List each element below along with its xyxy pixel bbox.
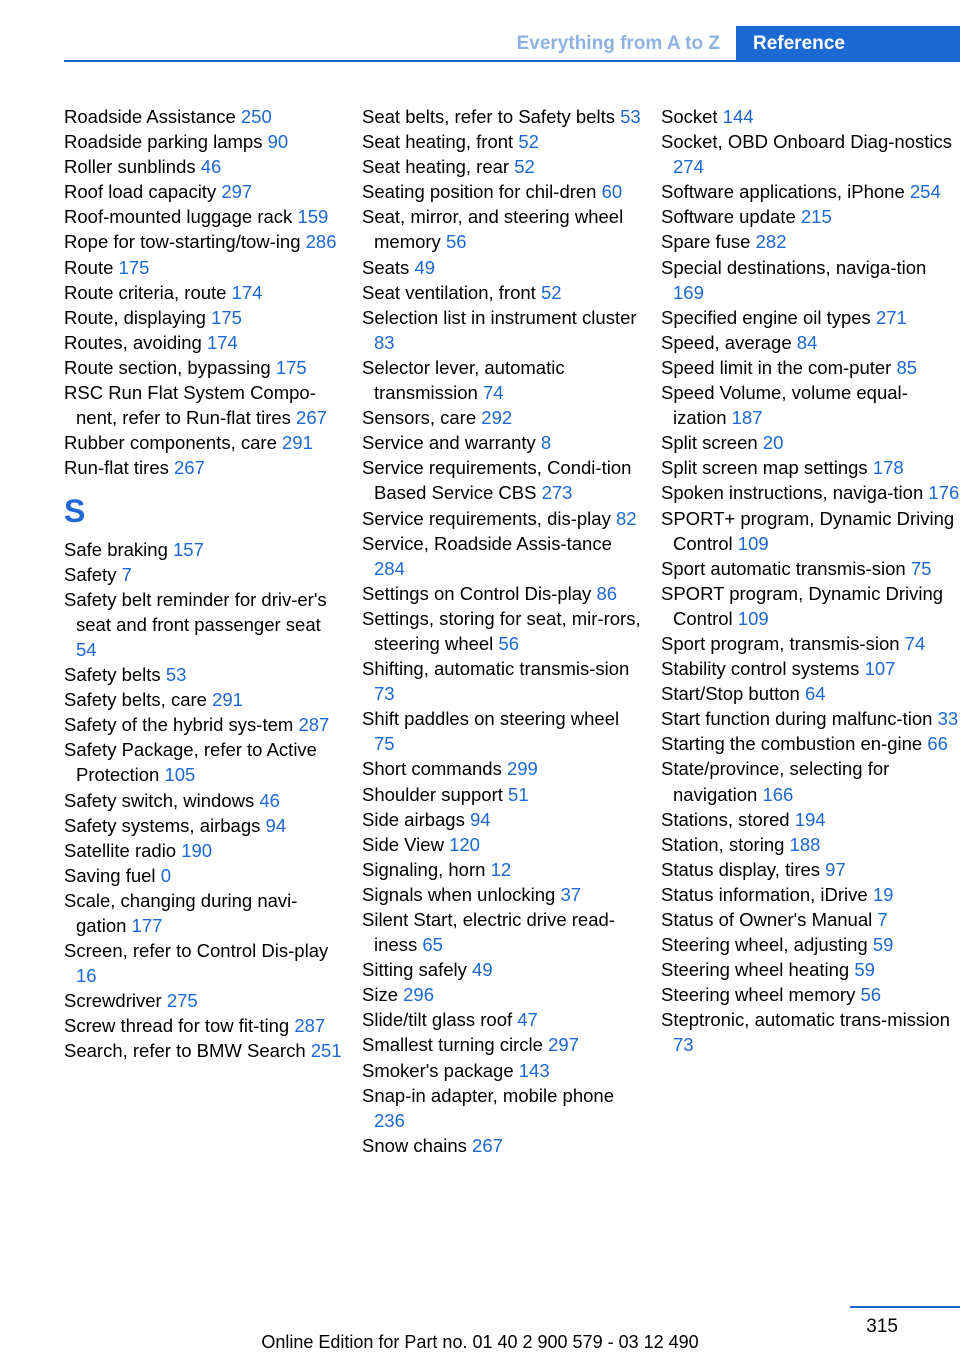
index-entry-term: RSC Run Flat System Compo-nent, refer to Run-flat tires	[64, 382, 316, 429]
index-entry	[661, 857, 960, 882]
index-entry	[362, 1007, 642, 1032]
index-page-link[interactable]: 174	[231, 281, 263, 303]
index-entry-term: Steering wheel memory	[661, 984, 856, 1006]
index-page-link[interactable]: 0	[160, 864, 171, 886]
index-entry-term: Route, displaying	[64, 306, 206, 328]
index-entry-term: Side View	[362, 833, 444, 855]
index-page-link[interactable]: 251	[310, 1040, 342, 1062]
index-entry	[661, 229, 960, 254]
index-page-link[interactable]: 49	[472, 959, 493, 981]
index-page-link[interactable]: 94	[469, 808, 491, 830]
index-entry	[661, 455, 960, 480]
index-entry	[362, 982, 642, 1007]
index-page-link[interactable]: 291	[282, 432, 313, 454]
index-page-link[interactable]: 75	[374, 733, 395, 755]
index-page-link[interactable]: 74	[904, 632, 926, 654]
index-entry-term: Roller sunblinds	[64, 156, 196, 178]
index-page-link[interactable]: 267	[472, 1134, 503, 1156]
index-page-link[interactable]: 65	[422, 934, 443, 956]
index-entry-term: Status information, iDrive	[661, 883, 868, 905]
index-entry-term: Service requirements, Condi-tion Based Service CBS	[362, 457, 632, 504]
index-entry-term: Route criteria, route	[64, 281, 227, 303]
index-entry	[661, 756, 960, 806]
index-entry-term: Service and warranty	[362, 432, 536, 454]
header-rule	[64, 60, 960, 62]
index-page-link[interactable]: 74	[482, 382, 504, 404]
index-entry	[661, 681, 960, 706]
index-entry-term: Saving fuel	[64, 864, 156, 886]
index-page-link[interactable]: 47	[517, 1009, 538, 1031]
index-entry-term: Seats	[362, 256, 410, 278]
index-page-link[interactable]: 176	[928, 482, 960, 504]
index-page-link[interactable]: 86	[596, 582, 618, 604]
index-entry	[362, 1083, 642, 1133]
index-entry-term: Software update	[661, 206, 796, 228]
index-entry	[362, 882, 642, 907]
index-entry	[64, 179, 344, 204]
index-page-link[interactable]: 177	[131, 915, 163, 936]
index-entry	[64, 455, 344, 480]
index-entry-term: Size	[362, 984, 398, 1006]
index-entry-term: Screwdriver	[64, 990, 162, 1012]
index-entry	[362, 355, 642, 405]
index-page-link[interactable]: 120	[449, 833, 480, 855]
index-entry-term: Speed limit in the com-puter	[661, 356, 892, 378]
index-entry-term: Seat ventilation, front	[362, 281, 536, 303]
index-entry	[362, 179, 642, 204]
index-entry-term: Silent Start, electric drive read-iness	[362, 909, 615, 956]
index-entry-term: Shift paddles on steering wheel	[362, 708, 620, 730]
index-entry-term: Smoker's package	[362, 1059, 514, 1081]
index-page-link[interactable]: 109	[737, 607, 769, 629]
index-entry-term: Slide/tilt glass roof	[362, 1009, 513, 1031]
index-column-2	[362, 104, 642, 1158]
index-entry-term: Sitting safely	[362, 959, 467, 981]
index-entry-term: Routes, avoiding	[64, 331, 202, 353]
index-entry-term: Shoulder support	[362, 783, 503, 805]
index-entry	[362, 656, 642, 706]
index-entry-term: Socket	[661, 106, 718, 127]
index-entry-term: SPORT+ program, Dynamic Driving Control	[661, 507, 955, 554]
index-entry	[362, 782, 642, 807]
index-page-link[interactable]: 187	[731, 407, 763, 429]
header-tab-reference: Reference	[736, 26, 960, 62]
index-page-link[interactable]: 284	[374, 557, 405, 579]
index-entry	[661, 506, 960, 556]
index-entry-term: Steering wheel heating	[661, 959, 850, 981]
index-entry-term: Spoken instructions, naviga-tion	[661, 482, 924, 504]
index-entry-term: Roadside Assistance	[64, 106, 236, 127]
index-page-link[interactable]: 60	[601, 181, 623, 203]
index-page-link[interactable]: 51	[508, 783, 529, 805]
index-entry	[362, 255, 642, 280]
index-entry-term: Snap-in adapter, mobile phone	[362, 1084, 614, 1106]
index-page-link[interactable]: 75	[910, 557, 932, 579]
page-number-rule	[850, 1306, 960, 1308]
index-entry	[362, 129, 642, 154]
edition-footer: Online Edition for Part no. 01 40 2 900 579 - 03 12 490	[261, 1332, 699, 1352]
index-entry-term: Roadside parking lamps	[64, 131, 263, 153]
index-page-link[interactable]: 194	[794, 808, 826, 830]
index-page-link[interactable]: 254	[909, 181, 941, 203]
index-entry-term: Safety switch, windows	[64, 789, 255, 811]
index-entry-term: Service requirements, dis-play	[362, 507, 611, 529]
index-entry-term: Socket, OBD Onboard Diag-nostics	[661, 131, 952, 153]
index-page-link[interactable]: 297	[548, 1034, 579, 1056]
index-entry	[661, 706, 960, 731]
index-page-link[interactable]: 175	[275, 356, 307, 378]
index-entry-term: Safety of the hybrid sys-tem	[64, 714, 294, 736]
index-entry-term: Specified engine oil types	[661, 306, 871, 328]
index-entry	[64, 305, 344, 330]
index-entry-term: Safety systems, airbags	[64, 814, 261, 836]
index-entry	[661, 355, 960, 380]
index-page-link[interactable]: 59	[872, 934, 894, 956]
index-page-link[interactable]: 52	[514, 156, 535, 178]
index-entry-term: Search, refer to BMW Search	[64, 1040, 306, 1062]
index-entry-term: Settings, storing for seat, mir-rors, steering wheel	[362, 607, 641, 654]
index-entry-term: Rubber components, care	[64, 432, 277, 454]
index-entry-term: SPORT program, Dynamic Driving Control	[661, 582, 944, 629]
index-entry	[64, 863, 344, 888]
index-entry-term: Seat, mirror, and steering wheel memory	[362, 206, 624, 253]
index-entry	[661, 631, 960, 656]
index-entry	[661, 907, 960, 932]
index-entry	[64, 938, 344, 988]
index-entry	[64, 662, 344, 687]
index-entry-term: Signals when unlocking	[362, 883, 556, 905]
index-entry	[661, 255, 960, 305]
index-entry	[661, 807, 960, 832]
index-entry	[64, 330, 344, 355]
index-entry	[661, 430, 960, 455]
index-page-link[interactable]: 159	[297, 206, 329, 228]
index-entry	[362, 104, 642, 129]
index-entry	[661, 330, 960, 355]
index-page-link[interactable]: 274	[673, 156, 704, 178]
index-entry	[64, 1038, 344, 1063]
index-entry-term: Snow chains	[362, 1134, 467, 1156]
index-page-link[interactable]: 169	[673, 281, 704, 303]
index-entry-term: Status of Owner's Manual	[661, 909, 873, 930]
index-page-link[interactable]: 12	[490, 858, 512, 880]
index-entry	[64, 104, 344, 129]
index-entry-term: Seating position for chil-dren	[362, 181, 597, 203]
index-entry	[362, 606, 642, 656]
index-entry	[362, 154, 642, 179]
index-page-link[interactable]: 53	[165, 664, 187, 686]
index-entry-term: Roof-mounted luggage rack	[64, 206, 293, 228]
index-entry-term: Safety belts, care	[64, 689, 207, 711]
index-entry	[64, 687, 344, 712]
index-entry-term: Short commands	[362, 758, 502, 780]
index-entry-term: Steptronic, automatic trans-mission	[661, 1009, 950, 1031]
index-entry	[362, 832, 642, 857]
index-entry-term: Screen, refer to Control Dis-play	[64, 940, 329, 962]
index-page-link[interactable]: 188	[789, 833, 821, 855]
index-page-link[interactable]: 83	[374, 331, 395, 353]
index-entry-term: Safety Package, refer to Active Protection	[64, 739, 317, 786]
index-entry	[64, 587, 344, 662]
index-entry-term: Sport program, transmis-sion	[661, 632, 900, 654]
index-page-link[interactable]: 287	[294, 1015, 326, 1037]
index-entry-term: Screw thread for tow fit-ting	[64, 1015, 290, 1037]
page-number: 315	[866, 1316, 898, 1337]
index-entry	[661, 305, 960, 330]
index-page-link[interactable]: 49	[414, 256, 436, 278]
index-entry	[64, 280, 344, 305]
index-page-link[interactable]: 275	[166, 990, 198, 1012]
index-entry	[661, 882, 960, 907]
index-page-link[interactable]: 46	[200, 156, 222, 178]
index-entry	[64, 988, 344, 1013]
index-entry	[661, 832, 960, 857]
index-page-link[interactable]: 46	[259, 789, 280, 811]
index-page-link[interactable]: 82	[615, 507, 637, 529]
index-page-link[interactable]: 64	[804, 683, 826, 705]
index-entry-term: Seat heating, rear	[362, 156, 510, 178]
index-page-link[interactable]: 282	[755, 231, 787, 253]
header-section-title: Everything from A to Z	[516, 33, 720, 54]
index-entry	[64, 838, 344, 863]
index-entry	[661, 581, 960, 631]
index-entry	[64, 788, 344, 813]
index-entry	[362, 957, 642, 982]
index-page-link[interactable]: 190	[181, 839, 213, 861]
index-entry-term: Route	[64, 256, 114, 278]
index-entry	[64, 813, 344, 838]
index-entry	[362, 1032, 642, 1057]
index-entry-term: Safety	[64, 563, 117, 585]
index-page-link[interactable]: 250	[240, 106, 272, 127]
index-page-link[interactable]: 297	[221, 181, 253, 203]
index-page-link[interactable]: 66	[927, 733, 948, 755]
index-page-link[interactable]: 296	[403, 984, 435, 1006]
index-entry-term: Split screen map settings	[661, 457, 868, 479]
index-page-link[interactable]: 286	[305, 231, 337, 253]
index-entry-term: Speed, average	[661, 331, 792, 353]
index-entry	[362, 1133, 642, 1158]
index-entry	[362, 1058, 642, 1083]
index-entry-term: Settings on Control Dis-play	[362, 582, 592, 604]
index-entry	[661, 656, 960, 681]
index-page-link[interactable]: 33	[937, 708, 959, 730]
index-entry-term: Safety belts	[64, 664, 161, 686]
index-page-link[interactable]: 174	[206, 331, 238, 353]
index-entry	[661, 129, 960, 179]
index-entry-term: Satellite radio	[64, 839, 177, 861]
index-entry-term: Safe braking	[64, 538, 168, 560]
index-page-link[interactable]: 178	[872, 457, 904, 479]
index-page-link[interactable]: 105	[164, 764, 196, 786]
index-page-link[interactable]: 267	[174, 457, 205, 479]
index-entry-term: Status display, tires	[661, 858, 821, 880]
index-page-link[interactable]: 215	[800, 206, 832, 228]
index-page-link[interactable]: 16	[76, 965, 97, 987]
index-entry	[661, 1007, 960, 1057]
index-page-link[interactable]: 107	[864, 658, 896, 680]
index-page-link[interactable]: 20	[762, 432, 784, 454]
index-page-link[interactable]: 90	[267, 131, 289, 153]
index-entry	[64, 537, 344, 562]
index-entry-term: Selection list in instrument cluster	[362, 306, 637, 328]
index-page-link[interactable]: 292	[481, 407, 513, 429]
index-page-link[interactable]: 56	[445, 231, 467, 253]
index-entry-term: Station, storing	[661, 833, 785, 855]
index-page-link[interactable]: 59	[854, 959, 875, 981]
index-page-link[interactable]: 56	[860, 984, 882, 1006]
index-page-link[interactable]: 166	[762, 783, 794, 805]
index-entry	[362, 807, 642, 832]
index-entry	[64, 229, 344, 254]
index-entry-term: Stations, stored	[661, 808, 790, 830]
index-entry	[64, 204, 344, 229]
index-entry	[362, 405, 642, 430]
index-entry-term: Sport automatic transmis-sion	[661, 557, 906, 579]
index-entry	[362, 531, 642, 581]
index-entry-term: Service, Roadside Assis-tance	[362, 532, 612, 554]
index-page-link[interactable]: 299	[506, 758, 538, 780]
index-page-link[interactable]: 54	[76, 638, 97, 660]
index-entry	[362, 756, 642, 781]
index-entry-term: Software applications, iPhone	[661, 181, 905, 203]
index-entry-term: Scale, changing during navi-gation	[64, 889, 298, 936]
index-entry	[64, 355, 344, 380]
index-entry-term: Start function during malfunc-tion	[661, 708, 933, 730]
index-entry-term: Start/Stop button	[661, 683, 800, 705]
index-page-link[interactable]: 7	[121, 563, 132, 585]
index-page-link[interactable]: 52	[540, 281, 562, 303]
index-entry	[362, 430, 642, 455]
index-entry-term: Signaling, horn	[362, 858, 486, 880]
index-entry	[64, 712, 344, 737]
index-entry	[661, 982, 960, 1007]
index-entry-term: Selector lever, automatic transmission	[362, 356, 565, 404]
index-page-link[interactable]: 7	[877, 909, 888, 930]
index-page-link[interactable]: 175	[211, 306, 242, 328]
index-entry-term: Side airbags	[362, 808, 465, 830]
index-entry	[362, 280, 642, 305]
index-entry-term: Steering wheel, adjusting	[661, 934, 868, 956]
index-entry	[362, 581, 642, 606]
index-page-link[interactable]: 291	[212, 689, 243, 711]
index-entry	[64, 255, 344, 280]
index-entry-term: Stability control systems	[661, 658, 860, 680]
index-page-link[interactable]: 267	[296, 407, 327, 429]
index-entry-term: Run-flat tires	[64, 457, 169, 479]
index-entry	[64, 380, 344, 430]
index-column-3	[661, 104, 960, 1058]
index-page-link[interactable]: 52	[518, 131, 539, 153]
index-page-link[interactable]: 97	[825, 858, 846, 880]
index-page-link[interactable]: 94	[265, 814, 287, 836]
index-entry-term: Route section, bypassing	[64, 356, 271, 378]
index-entry	[362, 455, 642, 505]
index-page-link[interactable]: 143	[518, 1059, 550, 1081]
index-page-link[interactable]: 56	[498, 632, 520, 654]
index-entry-term: Sensors, care	[362, 407, 477, 429]
index-page-link[interactable]: 53	[620, 106, 641, 127]
index-page-link[interactable]: 157	[173, 538, 204, 560]
index-page-link[interactable]: 287	[298, 714, 330, 736]
index-entry	[362, 204, 642, 254]
index-entry	[64, 154, 344, 179]
index-entry	[661, 480, 960, 505]
index-entry	[362, 907, 642, 957]
index-entry-term: Smallest turning circle	[362, 1034, 543, 1056]
index-page-link[interactable]: 144	[722, 106, 754, 127]
index-entry-term: Split screen	[661, 432, 758, 454]
index-entry-term: Seat heating, front	[362, 131, 514, 153]
index-entry-term: Starting the combustion en-gine	[661, 733, 923, 755]
index-page-link[interactable]: 175	[118, 256, 150, 278]
index-entry-term: State/province, selecting for navigation	[661, 758, 890, 805]
index-entry	[661, 957, 960, 982]
index-entry	[362, 506, 642, 531]
index-entry-term: Roof load capacity	[64, 181, 217, 203]
index-entry	[362, 706, 642, 756]
index-entry	[661, 556, 960, 581]
index-entry	[661, 104, 960, 129]
index-entry	[661, 179, 960, 204]
index-page-link[interactable]: 271	[875, 306, 907, 328]
index-entry	[64, 129, 344, 154]
index-entry	[661, 380, 960, 430]
index-entry-term: Spare fuse	[661, 231, 751, 253]
index-column-1	[64, 104, 344, 1064]
index-page-link[interactable]: 8	[540, 432, 552, 454]
index-entry	[362, 857, 642, 882]
index-entry-term: Speed Volume, volume equal-ization	[661, 382, 908, 429]
index-page-link[interactable]: 109	[737, 532, 769, 554]
index-page-link[interactable]: 236	[374, 1109, 405, 1131]
index-entry-term: Seat belts, refer to Safety belts	[362, 106, 615, 127]
index-entry-term: Special destinations, naviga-tion	[661, 256, 927, 278]
index-page-link[interactable]: 37	[560, 883, 582, 905]
index-entry	[661, 932, 960, 957]
index-entry-term: Shifting, automatic transmis-sion	[362, 658, 630, 680]
index-page-link[interactable]: 73	[374, 683, 395, 705]
index-page-link[interactable]: 273	[541, 482, 573, 504]
index-entry-term: Safety belt reminder for driv-er's seat and front passenger seat	[64, 588, 327, 635]
index-entry	[661, 204, 960, 229]
index-entry	[661, 731, 960, 756]
index-entry	[64, 737, 344, 787]
index-entry	[362, 305, 642, 355]
index-entry	[64, 430, 344, 455]
index-page-link[interactable]: 84	[796, 331, 818, 353]
index-letter-heading: S	[64, 493, 86, 530]
index-entry	[64, 888, 344, 938]
index-page-link[interactable]: 85	[896, 356, 918, 378]
index-page-link[interactable]: 19	[872, 883, 894, 905]
index-entry-term: Rope for tow-starting/tow-ing	[64, 231, 301, 253]
index-entry	[64, 1013, 344, 1038]
index-page-link[interactable]: 73	[673, 1034, 694, 1056]
index-entry	[64, 562, 344, 587]
